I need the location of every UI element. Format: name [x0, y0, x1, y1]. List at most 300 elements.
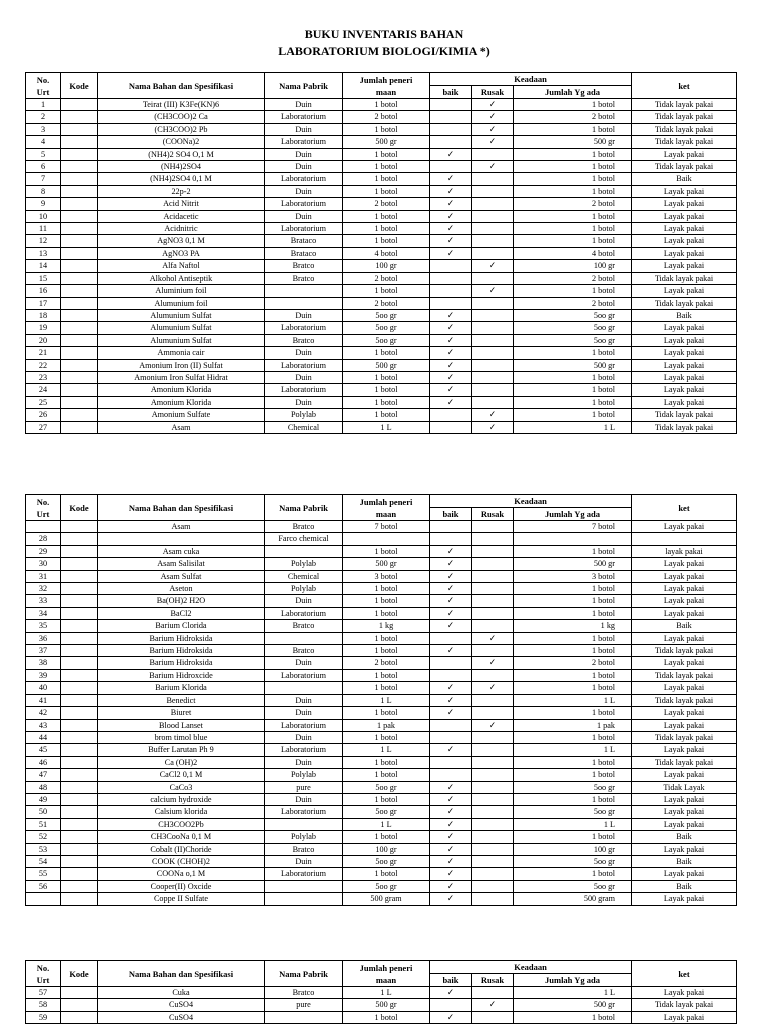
- table-row: [26, 272, 737, 284]
- cell-jumlah-ada: 1 botol: [514, 148, 632, 160]
- cell-baik-check: [430, 421, 472, 433]
- cell-pabrik: Laboratorium: [265, 384, 343, 396]
- cell-rusak-check: ✓: [472, 657, 514, 669]
- cell-rusak-check: [472, 371, 514, 383]
- cell-no: 4: [26, 136, 61, 148]
- cell-rusak-check: ✓: [472, 719, 514, 731]
- cell-jumlah-ada: 1 L: [514, 744, 632, 756]
- cell-jumlah: 1 botol: [343, 396, 430, 408]
- cell-nama: Calsium klorida: [98, 806, 265, 818]
- table-row: [26, 111, 737, 123]
- cell-ket: Tidak layak pakai: [632, 297, 737, 309]
- cell-jumlah: 1 botol: [343, 384, 430, 396]
- cell-nama: Barium Hidroksida: [98, 645, 265, 657]
- cell-jumlah-ada: 1 botol: [514, 235, 632, 247]
- cell-rusak-check: [472, 831, 514, 843]
- table-row: [26, 148, 737, 160]
- cell-nama: calcium hydroxide: [98, 793, 265, 805]
- cell-rusak-check: [472, 987, 514, 999]
- cell-jumlah-ada: 500 gr: [514, 558, 632, 570]
- cell-jumlah: 500 gr: [343, 558, 430, 570]
- cell-kode: [61, 334, 98, 346]
- table-row: [26, 198, 737, 210]
- cell-ket: Baik: [632, 620, 737, 632]
- cell-baik-check: ✓: [430, 583, 472, 595]
- cell-rusak-check: ✓: [472, 260, 514, 272]
- cell-kode: [61, 359, 98, 371]
- cell-kode: [61, 583, 98, 595]
- cell-baik-check: [430, 297, 472, 309]
- cell-no: 46: [26, 756, 61, 768]
- cell-jumlah: 7 botol: [343, 521, 430, 533]
- cell-no: 47: [26, 769, 61, 781]
- table-row: [26, 359, 737, 371]
- cell-jumlah-ada: 2 botol: [514, 111, 632, 123]
- cell-kode: [61, 756, 98, 768]
- cell-baik-check: ✓: [430, 893, 472, 905]
- cell-no: 17: [26, 297, 61, 309]
- cell-no: 42: [26, 707, 61, 719]
- header-keadaan: Keadaan: [430, 73, 632, 86]
- cell-jumlah-ada: 5oo gr: [514, 806, 632, 818]
- table-row: [26, 210, 737, 222]
- header-baik: baik: [430, 974, 472, 987]
- cell-nama: Cooper(II) Oxcide: [98, 880, 265, 892]
- cell-baik-check: [430, 669, 472, 681]
- cell-nama: Asam: [98, 521, 265, 533]
- cell-pabrik: Duin: [265, 371, 343, 383]
- cell-rusak-check: [472, 521, 514, 533]
- cell-kode: [61, 620, 98, 632]
- cell-jumlah-ada: 4 botol: [514, 247, 632, 259]
- cell-jumlah-ada: 1 L: [514, 818, 632, 830]
- cell-no: 35: [26, 620, 61, 632]
- cell-ket: Layak pakai: [632, 260, 737, 272]
- table-row: [26, 999, 737, 1011]
- cell-pabrik: Laboratorium: [265, 359, 343, 371]
- header-kode: Kode: [61, 961, 98, 987]
- cell-jumlah: 1 botol: [343, 583, 430, 595]
- cell-pabrik: Polylab: [265, 583, 343, 595]
- cell-pabrik: Duin: [265, 185, 343, 197]
- cell-ket: layak pakai: [632, 545, 737, 557]
- cell-jumlah: 1 botol: [343, 645, 430, 657]
- cell-nama: Biuret: [98, 707, 265, 719]
- cell-no: 19: [26, 322, 61, 334]
- cell-jumlah: 1 kg: [343, 620, 430, 632]
- cell-pabrik: Duin: [265, 123, 343, 135]
- cell-rusak-check: [472, 396, 514, 408]
- cell-baik-check: [430, 521, 472, 533]
- cell-kode: [61, 719, 98, 731]
- cell-ket: Layak pakai: [632, 893, 737, 905]
- cell-no: 57: [26, 987, 61, 999]
- cell-rusak-check: ✓: [472, 111, 514, 123]
- table-row: [26, 161, 737, 173]
- cell-rusak-check: [472, 322, 514, 334]
- cell-no: 34: [26, 607, 61, 619]
- cell-rusak-check: [472, 781, 514, 793]
- cell-no: 40: [26, 682, 61, 694]
- cell-jumlah-ada: 500 gram: [514, 893, 632, 905]
- cell-jumlah-ada: 1 pak: [514, 719, 632, 731]
- cell-pabrik: Laboratorium: [265, 806, 343, 818]
- cell-jumlah: 1 botol: [343, 173, 430, 185]
- cell-rusak-check: [472, 583, 514, 595]
- cell-baik-check: ✓: [430, 185, 472, 197]
- cell-baik-check: ✓: [430, 595, 472, 607]
- cell-kode: [61, 384, 98, 396]
- cell-baik-check: ✓: [430, 545, 472, 557]
- cell-no: 37: [26, 645, 61, 657]
- cell-jumlah-ada: 1 botol: [514, 223, 632, 235]
- cell-no: 39: [26, 669, 61, 681]
- header-jumlah: Jumlah peneri maan: [343, 495, 430, 521]
- cell-nama: (NH4)2 SO4 O,1 M: [98, 148, 265, 160]
- cell-nama: Amonium Klorida: [98, 396, 265, 408]
- cell-nama: COONa o,1 M: [98, 868, 265, 880]
- cell-pabrik: Laboratorium: [265, 136, 343, 148]
- cell-no: 24: [26, 384, 61, 396]
- cell-kode: [61, 707, 98, 719]
- cell-jumlah-ada: 2 botol: [514, 297, 632, 309]
- cell-ket: Layak pakai: [632, 198, 737, 210]
- cell-kode: [61, 210, 98, 222]
- cell-kode: [61, 198, 98, 210]
- cell-kode: [61, 793, 98, 805]
- cell-pabrik: Duin: [265, 396, 343, 408]
- cell-ket: Layak pakai: [632, 744, 737, 756]
- cell-baik-check: ✓: [430, 347, 472, 359]
- table-row: [26, 987, 737, 999]
- cell-pabrik: Chemical: [265, 570, 343, 582]
- cell-no: 2: [26, 111, 61, 123]
- cell-no: 29: [26, 545, 61, 557]
- cell-kode: [61, 396, 98, 408]
- cell-baik-check: ✓: [430, 359, 472, 371]
- cell-jumlah: 1 botol: [343, 210, 430, 222]
- cell-jumlah: 500 gram: [343, 893, 430, 905]
- cell-rusak-check: ✓: [472, 409, 514, 421]
- cell-no: 25: [26, 396, 61, 408]
- cell-pabrik: pure: [265, 781, 343, 793]
- cell-kode: [61, 893, 98, 905]
- cell-baik-check: [430, 999, 472, 1011]
- cell-rusak-check: ✓: [472, 136, 514, 148]
- cell-rusak-check: [472, 359, 514, 371]
- cell-baik-check: ✓: [430, 396, 472, 408]
- cell-jumlah-ada: [514, 533, 632, 545]
- cell-kode: [61, 223, 98, 235]
- table-row: [26, 421, 737, 433]
- cell-baik-check: [430, 769, 472, 781]
- cell-nama: Ca (OH)2: [98, 756, 265, 768]
- cell-ket: Layak pakai: [632, 719, 737, 731]
- cell-no: 52: [26, 831, 61, 843]
- header-kode: Kode: [61, 73, 98, 99]
- cell-ket: Tidak layak pakai: [632, 136, 737, 148]
- cell-jumlah-ada: 1 botol: [514, 756, 632, 768]
- cell-pabrik: Farco chemical: [265, 533, 343, 545]
- cell-jumlah-ada: 1 L: [514, 694, 632, 706]
- table-row: [26, 173, 737, 185]
- cell-pabrik: Laboratorium: [265, 607, 343, 619]
- table-row: [26, 707, 737, 719]
- cell-kode: [61, 371, 98, 383]
- header-keadaan: Keadaan: [430, 961, 632, 974]
- cell-baik-check: ✓: [430, 247, 472, 259]
- header-ket: ket: [632, 495, 737, 521]
- cell-rusak-check: [472, 334, 514, 346]
- cell-baik-check: [430, 533, 472, 545]
- cell-nama: Alumunium Sulfat: [98, 322, 265, 334]
- cell-no: 22: [26, 359, 61, 371]
- cell-jumlah: 500 gr: [343, 136, 430, 148]
- cell-ket: Tidak layak pakai: [632, 99, 737, 111]
- cell-rusak-check: [472, 607, 514, 619]
- cell-no: 53: [26, 843, 61, 855]
- cell-no: 54: [26, 855, 61, 867]
- cell-ket: Tidak layak pakai: [632, 421, 737, 433]
- cell-rusak-check: [472, 533, 514, 545]
- cell-nama: Ammonia cair: [98, 347, 265, 359]
- cell-jumlah: 100 gr: [343, 843, 430, 855]
- cell-ket: Layak pakai: [632, 868, 737, 880]
- cell-rusak-check: ✓: [472, 999, 514, 1011]
- cell-baik-check: [430, 136, 472, 148]
- cell-jumlah: 1 pak: [343, 719, 430, 731]
- cell-no: 8: [26, 185, 61, 197]
- cell-rusak-check: [472, 309, 514, 321]
- cell-pabrik: Duin: [265, 707, 343, 719]
- cell-pabrik: Bratco: [265, 521, 343, 533]
- cell-jumlah-ada: 7 botol: [514, 521, 632, 533]
- cell-jumlah: 5oo gr: [343, 781, 430, 793]
- header-no: No. Urt: [26, 495, 61, 521]
- cell-nama: Asam cuka: [98, 545, 265, 557]
- cell-no: 3: [26, 123, 61, 135]
- table-row: [26, 583, 737, 595]
- cell-jumlah: 500 gr: [343, 999, 430, 1011]
- cell-jumlah: 1 botol: [343, 756, 430, 768]
- cell-ket: Layak pakai: [632, 707, 737, 719]
- table-row: [26, 880, 737, 892]
- cell-pabrik: [265, 297, 343, 309]
- cell-jumlah-ada: 1 botol: [514, 632, 632, 644]
- cell-ket: Layak pakai: [632, 595, 737, 607]
- header-pabrik: Nama Pabrik: [265, 73, 343, 99]
- cell-rusak-check: [472, 868, 514, 880]
- cell-kode: [61, 781, 98, 793]
- cell-jumlah: 2 botol: [343, 297, 430, 309]
- cell-rusak-check: [472, 818, 514, 830]
- cell-nama: Barium Hidroxcide: [98, 669, 265, 681]
- cell-rusak-check: ✓: [472, 161, 514, 173]
- cell-pabrik: [265, 880, 343, 892]
- cell-pabrik: Bratco: [265, 987, 343, 999]
- table-row: [26, 1011, 737, 1023]
- cell-kode: [61, 235, 98, 247]
- cell-pabrik: Duin: [265, 657, 343, 669]
- cell-no: 55: [26, 868, 61, 880]
- table-row: [26, 868, 737, 880]
- cell-ket: Layak pakai: [632, 210, 737, 222]
- cell-nama: brom timol blue: [98, 731, 265, 743]
- cell-rusak-check: [472, 558, 514, 570]
- cell-ket: Layak pakai: [632, 384, 737, 396]
- cell-no: [26, 893, 61, 905]
- cell-kode: [61, 99, 98, 111]
- cell-ket: Tidak layak pakai: [632, 756, 737, 768]
- cell-baik-check: ✓: [430, 781, 472, 793]
- cell-kode: [61, 694, 98, 706]
- cell-jumlah-ada: 5oo gr: [514, 855, 632, 867]
- cell-rusak-check: [472, 744, 514, 756]
- cell-jumlah: 1 botol: [343, 831, 430, 843]
- cell-rusak-check: [472, 384, 514, 396]
- cell-rusak-check: [472, 272, 514, 284]
- cell-ket: Layak pakai: [632, 682, 737, 694]
- cell-baik-check: ✓: [430, 322, 472, 334]
- cell-no: 5: [26, 148, 61, 160]
- cell-ket: Layak pakai: [632, 347, 737, 359]
- cell-rusak-check: [472, 595, 514, 607]
- cell-jumlah: 1 botol: [343, 682, 430, 694]
- cell-kode: [61, 645, 98, 657]
- inventory-table-2: [25, 494, 737, 906]
- cell-nama: AgNO3 0,1 M: [98, 235, 265, 247]
- cell-jumlah: 2 botol: [343, 198, 430, 210]
- cell-jumlah-ada: 1 botol: [514, 731, 632, 743]
- cell-jumlah: 1 botol: [343, 868, 430, 880]
- cell-no: 16: [26, 285, 61, 297]
- cell-jumlah: 2 botol: [343, 272, 430, 284]
- cell-no: 48: [26, 781, 61, 793]
- header-pabrik: Nama Pabrik: [265, 495, 343, 521]
- inventory-table-3: [25, 960, 737, 1024]
- table-row: [26, 185, 737, 197]
- cell-jumlah-ada: 1 botol: [514, 831, 632, 843]
- cell-jumlah-ada: 5oo gr: [514, 322, 632, 334]
- cell-jumlah-ada: 2 botol: [514, 272, 632, 284]
- cell-ket: Layak pakai: [632, 521, 737, 533]
- cell-kode: [61, 247, 98, 259]
- cell-baik-check: ✓: [430, 987, 472, 999]
- cell-ket: Layak pakai: [632, 583, 737, 595]
- cell-ket: Layak pakai: [632, 607, 737, 619]
- cell-nama: (NH4)2SO4 0,1 M: [98, 173, 265, 185]
- table-row: [26, 223, 737, 235]
- cell-pabrik: [265, 682, 343, 694]
- cell-jumlah: 2 botol: [343, 657, 430, 669]
- cell-jumlah: 1 L: [343, 694, 430, 706]
- cell-baik-check: ✓: [430, 1011, 472, 1023]
- cell-no: 28: [26, 533, 61, 545]
- cell-nama: Amonium Klorida: [98, 384, 265, 396]
- cell-ket: Tidak layak pakai: [632, 669, 737, 681]
- cell-kode: [61, 272, 98, 284]
- header-jumlah-ada: Jumlah Yg ada: [514, 508, 632, 521]
- cell-no: 23: [26, 371, 61, 383]
- cell-rusak-check: [472, 756, 514, 768]
- cell-pabrik: Duin: [265, 731, 343, 743]
- table-row: [26, 632, 737, 644]
- cell-no: 6: [26, 161, 61, 173]
- cell-nama: (CH3COO)2 Ca: [98, 111, 265, 123]
- cell-jumlah-ada: 1 botol: [514, 595, 632, 607]
- cell-pabrik: Duin: [265, 210, 343, 222]
- cell-no: 45: [26, 744, 61, 756]
- cell-baik-check: [430, 756, 472, 768]
- cell-baik-check: [430, 123, 472, 135]
- header-jumlah: Jumlah peneri maan: [343, 961, 430, 987]
- cell-rusak-check: [472, 210, 514, 222]
- cell-jumlah: 1 botol: [343, 595, 430, 607]
- cell-pabrik: Bratco: [265, 334, 343, 346]
- cell-nama: Acidacetic: [98, 210, 265, 222]
- cell-rusak-check: [472, 645, 514, 657]
- header-rusak: Rusak: [472, 86, 514, 99]
- cell-nama: Asam Salisilat: [98, 558, 265, 570]
- cell-no: 15: [26, 272, 61, 284]
- cell-kode: [61, 322, 98, 334]
- cell-nama: BaCl2: [98, 607, 265, 619]
- cell-baik-check: ✓: [430, 818, 472, 830]
- cell-kode: [61, 855, 98, 867]
- cell-ket: Layak pakai: [632, 818, 737, 830]
- cell-nama: Barium Clorida: [98, 620, 265, 632]
- header-ket: ket: [632, 961, 737, 987]
- cell-pabrik: Laboratorium: [265, 198, 343, 210]
- cell-no: 32: [26, 583, 61, 595]
- cell-no: 50: [26, 806, 61, 818]
- cell-jumlah-ada: 1 botol: [514, 1011, 632, 1023]
- cell-rusak-check: [472, 223, 514, 235]
- cell-no: 30: [26, 558, 61, 570]
- cell-nama: (CH3COO)2 Pb: [98, 123, 265, 135]
- cell-pabrik: Brataco: [265, 247, 343, 259]
- cell-jumlah-ada: 1 L: [514, 421, 632, 433]
- table-row: [26, 719, 737, 731]
- cell-pabrik: Duin: [265, 793, 343, 805]
- cell-nama: CuSO4: [98, 999, 265, 1011]
- cell-jumlah: 100 gr: [343, 260, 430, 272]
- table-row: [26, 694, 737, 706]
- cell-pabrik: Brataco: [265, 235, 343, 247]
- cell-nama: Benedict: [98, 694, 265, 706]
- cell-jumlah-ada: 1 botol: [514, 645, 632, 657]
- table-row: [26, 297, 737, 309]
- cell-pabrik: Duin: [265, 309, 343, 321]
- cell-no: 49: [26, 793, 61, 805]
- cell-pabrik: Bratco: [265, 645, 343, 657]
- cell-ket: Layak pakai: [632, 558, 737, 570]
- cell-rusak-check: [472, 893, 514, 905]
- cell-kode: [61, 173, 98, 185]
- table-row: [26, 371, 737, 383]
- cell-jumlah-ada: 5oo gr: [514, 880, 632, 892]
- cell-no: 1: [26, 99, 61, 111]
- cell-kode: [61, 409, 98, 421]
- cell-kode: [61, 421, 98, 433]
- cell-pabrik: Laboratorium: [265, 322, 343, 334]
- cell-pabrik: Bratco: [265, 620, 343, 632]
- cell-baik-check: ✓: [430, 707, 472, 719]
- cell-pabrik: [265, 818, 343, 830]
- cell-kode: [61, 297, 98, 309]
- cell-no: 59: [26, 1011, 61, 1023]
- table-row: [26, 793, 737, 805]
